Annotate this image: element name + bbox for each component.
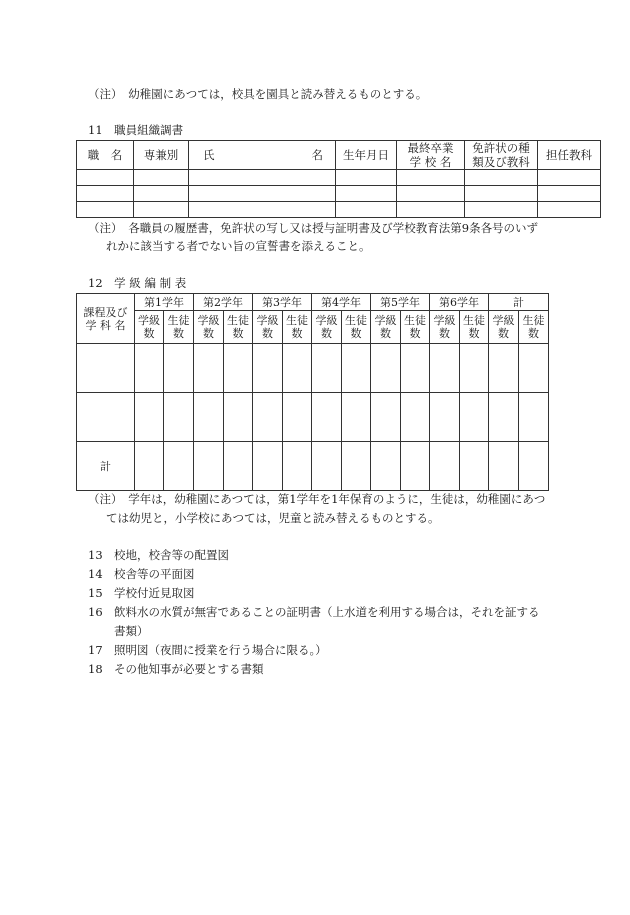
header-name-given: 名 [311, 148, 323, 162]
header-course-line1: 課程及び [83, 305, 128, 319]
list-item [88, 643, 327, 658]
list-item [88, 624, 149, 639]
item-number: 13 [88, 548, 103, 562]
header-grade-6: 第6学年 [430, 294, 489, 311]
subheader-students-line2: 数 [291, 327, 303, 340]
subheader-classes-line2: 数 [498, 327, 509, 340]
subheader-students-line1: 生徒 [522, 314, 545, 327]
table-row [77, 170, 601, 186]
subheader-students-line2: 数 [409, 327, 421, 340]
subheader-row [77, 311, 549, 344]
table-row [77, 202, 601, 218]
header-fulltime-parttime: 専兼別 [134, 141, 189, 170]
subheader-classes-line1: 学級 [138, 314, 160, 327]
header-grade-total: 計 [489, 294, 549, 311]
subheader-students-line2: 数 [528, 327, 539, 340]
item-text: 校舎等の平面図 [114, 567, 195, 581]
subheader-classes-line1: 学級 [197, 314, 220, 327]
subheader-students [342, 311, 371, 344]
list-item [88, 586, 195, 601]
header-course-line2: 学 科 名 [85, 318, 126, 332]
header-last-school-line2: 学 校 名 [409, 155, 452, 169]
subheader-students-line1: 生徒 [167, 314, 190, 327]
subheader-students-line1: 生徒 [286, 314, 308, 327]
header-birthdate: 生年月日 [336, 141, 397, 170]
subheader-students [401, 311, 430, 344]
section-11-title: 11 職員組織調書 [88, 123, 184, 137]
subheader-classes-line1: 学級 [374, 314, 397, 327]
item-number: 16 [88, 605, 103, 619]
subheader-classes [489, 311, 519, 344]
header-grade-1: 第1学年 [135, 294, 194, 311]
table-row [77, 344, 549, 393]
subheader-students [224, 311, 253, 344]
header-course [77, 294, 135, 344]
header-last-school-line1: 最終卒業 [407, 141, 454, 155]
header-license [465, 141, 538, 170]
header-license-line1: 免許状の種 [472, 141, 530, 155]
subheader-classes-line2: 数 [321, 327, 332, 340]
item-text: 書類） [114, 624, 149, 638]
header-position: 職 名 [77, 141, 134, 170]
subheader-students [164, 311, 194, 344]
header-grade-4: 第4学年 [312, 294, 371, 311]
section-12-note-line2: ては幼児と，小学校にあつては，児童と読み替えるものとする。 [106, 511, 440, 525]
section-11-note-line1: （注） 各職員の履歴書，免許状の写し又は授与証明書及び学校教育法第9条各号のいず [88, 221, 539, 235]
item-text: 校地，校舎等の配置図 [114, 548, 229, 562]
item-number: 17 [88, 643, 103, 657]
item-text: その他知事が必要とする書類 [114, 662, 264, 676]
subheader-students-line1: 生徒 [345, 314, 367, 327]
subheader-students-line2: 数 [173, 327, 184, 340]
item-text: 照明図（夜間に授業を行う場合に限る。） [114, 643, 327, 657]
total-label: 計 [77, 442, 135, 491]
staff-table [76, 140, 601, 218]
subheader-classes-line2: 数 [203, 327, 214, 340]
subheader-classes [312, 311, 342, 344]
note-top: （注） 幼稚園にあつては，校具を園具と読み替えるものとする。 [88, 87, 428, 101]
subheader-students-line2: 数 [468, 327, 480, 340]
subheader-classes [194, 311, 224, 344]
subheader-students-line1: 生徒 [463, 314, 485, 327]
subheader-classes-line2: 数 [262, 327, 273, 340]
header-name-family: 氏 [203, 148, 215, 162]
table-row [77, 186, 601, 202]
subheader-classes [430, 311, 460, 344]
subheader-classes [253, 311, 283, 344]
header-grade-5: 第5学年 [371, 294, 430, 311]
class-table [76, 293, 549, 491]
header-subject: 担任教科 [538, 141, 601, 170]
table-row [77, 393, 549, 442]
subheader-students-line2: 数 [350, 327, 362, 340]
list-item [88, 548, 229, 563]
subheader-classes-line2: 数 [143, 327, 155, 340]
subheader-students [519, 311, 549, 344]
item-number: 14 [88, 567, 103, 581]
subheader-students [283, 311, 312, 344]
subheader-classes-line2: 数 [439, 327, 450, 340]
subheader-students-line1: 生徒 [227, 314, 249, 327]
item-number: 15 [88, 586, 103, 600]
table-row-total [77, 442, 549, 491]
subheader-students [460, 311, 489, 344]
subheader-classes-line1: 学級 [492, 314, 515, 327]
section-11-note-line2: れかに該当する者でない旨の宣誓書を添えること。 [106, 239, 371, 253]
item-text: 飲料水の水質が無害であることの証明書（上水道を利用する場合は，それを証する [114, 605, 540, 619]
subheader-classes [371, 311, 401, 344]
header-grade-3: 第3学年 [253, 294, 312, 311]
subheader-classes-line1: 学級 [256, 314, 279, 327]
header-license-line2: 類及び教科 [472, 155, 530, 169]
section-12-title: 12 学 級 編 制 表 [88, 276, 187, 290]
subheader-students-line2: 数 [232, 327, 244, 340]
list-item [88, 567, 195, 582]
subheader-students-line1: 生徒 [404, 314, 426, 327]
list-item [88, 605, 540, 620]
item-text: 学校付近見取図 [114, 586, 195, 600]
subheader-classes-line1: 学級 [433, 314, 456, 327]
list-item [88, 662, 264, 677]
subheader-classes [135, 311, 164, 344]
item-number: 18 [88, 662, 103, 676]
header-grade-2: 第2学年 [194, 294, 253, 311]
header-last-school [397, 141, 465, 170]
section-12-note-line1: （注） 学年は，幼稚園にあつては，第1学年を1年保育のように，生徒は，幼稚園にあつ [88, 492, 546, 506]
subheader-classes-line1: 学級 [315, 314, 338, 327]
header-name [189, 141, 336, 170]
subheader-classes-line2: 数 [380, 327, 391, 340]
